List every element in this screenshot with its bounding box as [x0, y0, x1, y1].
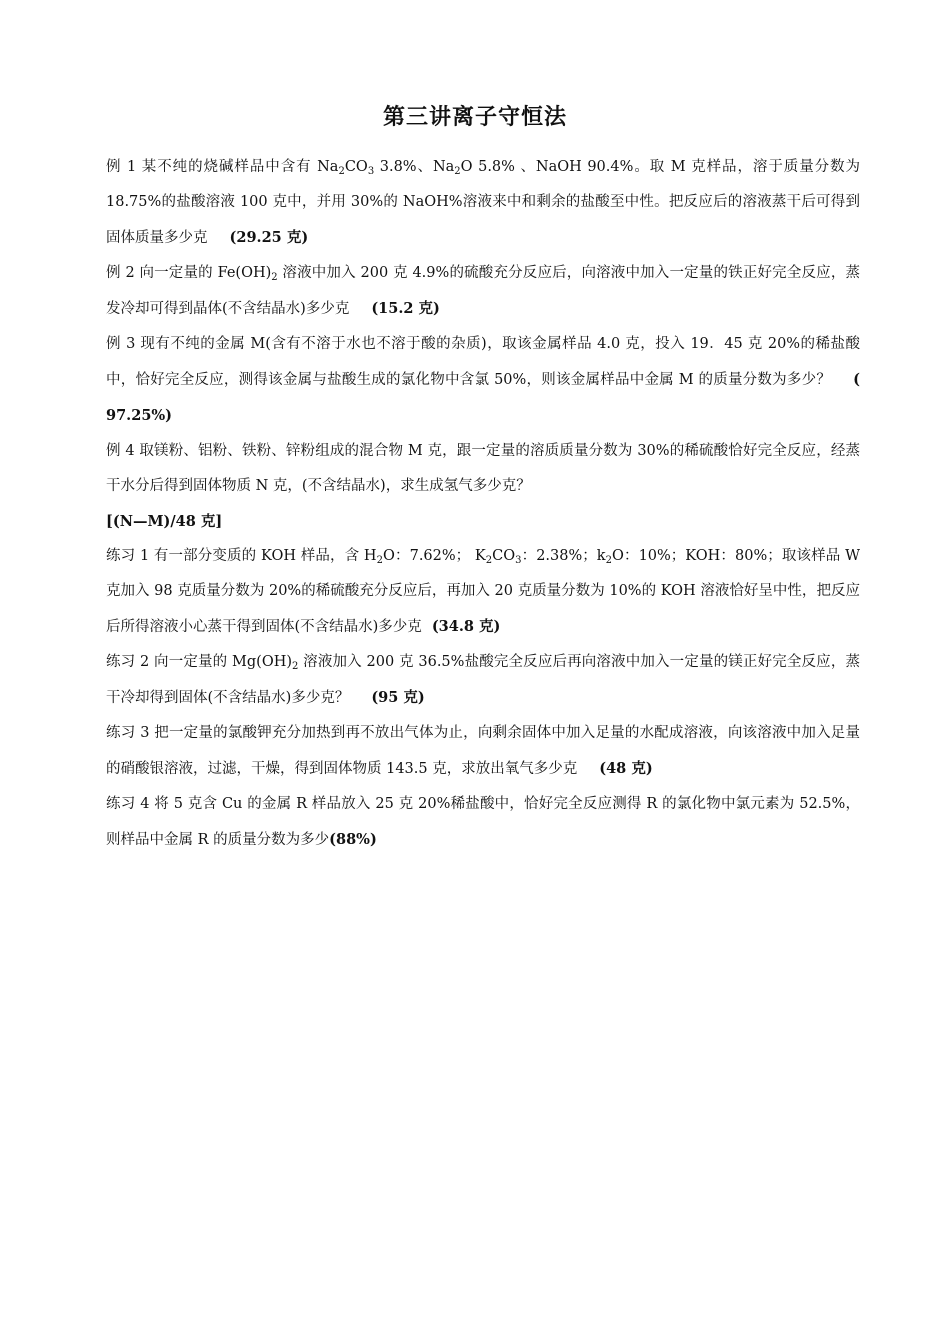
document-body: [106, 150, 860, 858]
subscript: 2: [605, 555, 612, 566]
example-4-answer: [(N—M)/48 克]: [106, 513, 223, 530]
example-1: [106, 150, 860, 256]
answer: (88%): [329, 831, 377, 848]
answer: (15.2 克): [371, 300, 440, 317]
exercise-2: [106, 645, 860, 716]
text: 3.8%、Na: [374, 159, 455, 175]
page-title: 第三讲离子守恒法: [382, 105, 567, 130]
text: 例 1 某不纯的烧碱样品中含有 Na: [106, 159, 339, 175]
text: CO: [344, 159, 368, 175]
example-2: [106, 256, 860, 327]
text: 练习 4 将 5 克含 Cu 的金属 R 样品放入 25 克 20%稀盐酸中，恰好完全反应测得 R 的氯化物中氯元素为 52.5%，则样品中金属 R 的质量分数为多少: [106, 796, 860, 848]
text: 例 3 现有不纯的金属 M(含有不溶于水也不溶于酸的杂质)，取该金属样品 4.0 克，投入 19．45 克 20%的稀盐酸中，恰好完全反应，测得该金属与盐酸生成的氯化物中含氯 50%，则该金属样品中金属 M 的质量分数为多少？: [106, 336, 860, 388]
text: 溶液加入 200 克 36.5%盐酸完全反应后再向溶液中加入一定量的镁正好完全反应，蒸干冷却得到固体(不含结晶水)多少克？: [106, 654, 860, 706]
text: 例 2 向一定量的 Fe(OH): [106, 265, 272, 281]
subscript: 3: [367, 166, 375, 177]
text: 溶液中加入 200 克 4.9%的硫酸充分反应后，向溶液中加入一定量的铁正好完全反应，蒸发冷却可得到晶体(不含结晶水)多少克: [106, 265, 860, 317]
answer: (95 克): [371, 689, 425, 706]
subscript: 2: [271, 272, 278, 283]
subscript: 2: [454, 166, 461, 177]
text: CO: [492, 548, 516, 564]
example-3: [106, 327, 860, 434]
subscript: 3: [515, 555, 522, 566]
text: 练习 3 把一定量的氯酸钾充分加热到再不放出气体为止，向剩余固体中加入足量的水配成溶液，向该溶液中加入足量的硝酸银溶液，过滤，干燥，得到固体物质 143.5 克，求放出氧气多少克: [106, 725, 860, 777]
exercise-4: [106, 787, 860, 858]
subscript: 2: [338, 166, 345, 177]
text: 例 4 取镁粉、铝粉、铁粉、锌粉组成的混合物 M 克，跟一定量的溶质质量分数为 30%的稀硫酸恰好完全反应，经蒸干水分后得到固体物质 N 克，(不含结晶水)，求生成氢气多少克？: [106, 443, 860, 494]
subscript: 2: [292, 661, 299, 672]
text: O：7.62%； K: [382, 548, 486, 564]
answer: (48 克): [599, 760, 653, 777]
exercise-3: [106, 716, 860, 787]
text: O：10%；KOH：80%；取该样品 W 克加入 98 克质量分数为 20%的稀硫酸充分反应后，再加入 20 克质量分数为 10%的 KOH 溶液恰好呈中性，把反应后所得溶液小心蒸干得到固体(不含结晶水)多少克: [106, 548, 860, 635]
exercise-1: [106, 539, 860, 645]
text: 练习 1 有一部分变质的 KOH 样品，含 H: [106, 548, 377, 564]
text: O 5.8% 、NaOH 90.4%。取 M 克样品，溶于质量分数为 18.75%的盐酸溶液 100 克中，并用 30%的 NaOH%溶液来中和剩余的盐酸至中性。把反应后的溶液蒸干后可得到固体质量多少克: [106, 159, 861, 246]
answer: ( 97.25%): [106, 371, 860, 424]
subscript: 2: [376, 555, 383, 566]
answer: (29.25 克): [229, 229, 309, 246]
answer: (34.8 克): [431, 618, 501, 635]
text: ：2.38%；k: [521, 548, 606, 564]
subscript: 2: [485, 555, 493, 566]
text: 练习 2 向一定量的 Mg(OH): [106, 654, 293, 670]
example-4: [106, 434, 860, 504]
